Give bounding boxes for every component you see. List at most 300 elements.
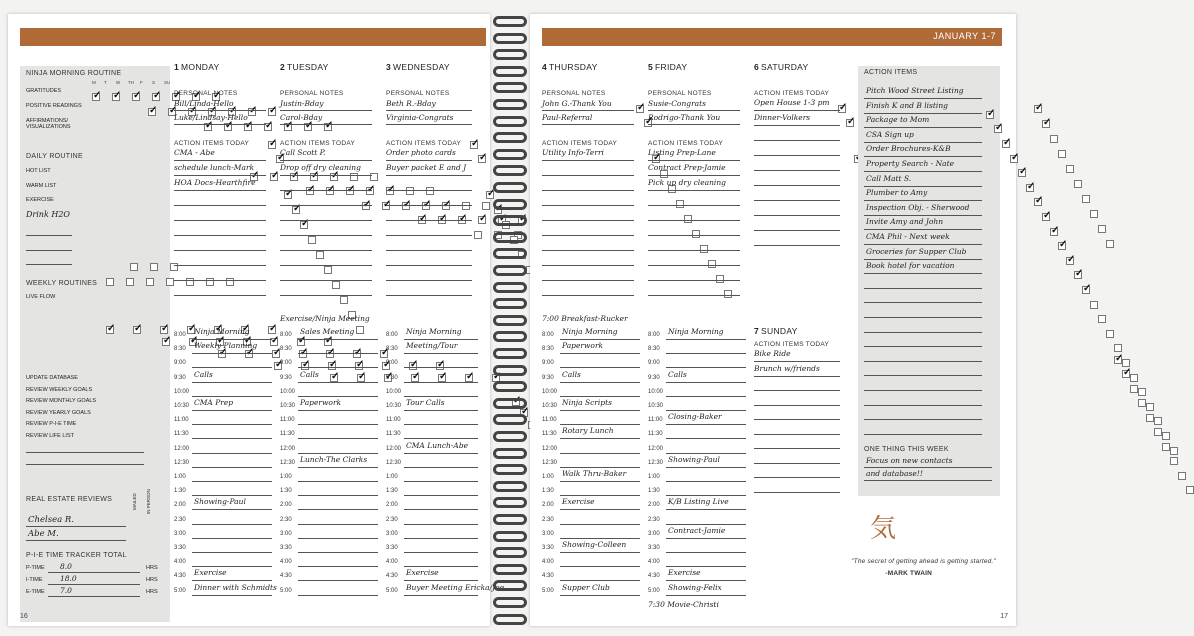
checkbox[interactable] <box>1058 150 1066 158</box>
routine-label: HOT LIST <box>26 168 51 174</box>
writing-line <box>648 110 740 111</box>
spiral-coil <box>493 116 527 127</box>
writing-line <box>666 481 746 482</box>
schedule-entry: Lunch-The Clarks <box>300 454 368 464</box>
checkbox[interactable] <box>1074 271 1082 279</box>
checkbox[interactable] <box>1066 257 1074 265</box>
writing-line <box>48 584 140 585</box>
day-letter: TH <box>128 80 134 85</box>
checkbox[interactable] <box>292 206 300 214</box>
checkbox[interactable] <box>1010 155 1018 163</box>
checkbox[interactable] <box>350 173 358 181</box>
writing-line <box>174 205 266 206</box>
writing-line <box>404 424 478 425</box>
writing-line <box>864 259 982 260</box>
note-text: Luke/Lindsay-Hello <box>174 113 248 122</box>
action-item-text: Order Brochures-K&B <box>866 144 951 154</box>
day-letter: T <box>104 80 107 85</box>
checkbox[interactable] <box>300 221 308 229</box>
checkbox[interactable] <box>301 362 309 370</box>
checkbox[interactable] <box>150 263 158 271</box>
checkbox[interactable] <box>146 278 154 286</box>
writing-line <box>648 265 740 266</box>
checkbox[interactable] <box>716 275 724 283</box>
writing-line <box>26 264 72 265</box>
checkbox[interactable] <box>1042 120 1050 128</box>
checkbox[interactable] <box>1114 344 1122 352</box>
checkbox[interactable] <box>248 108 256 116</box>
writing-line <box>666 552 746 553</box>
time-slot: 12:00 <box>542 445 558 452</box>
personal-notes-label: PERSONAL NOTES <box>280 90 344 97</box>
checkbox[interactable] <box>133 326 141 334</box>
checkbox[interactable] <box>1082 286 1090 294</box>
time-slot: 3:30 <box>648 545 660 551</box>
writing-line <box>26 464 144 465</box>
day-name: FRIDAY <box>655 62 688 72</box>
writing-line <box>666 595 746 596</box>
writing-line <box>192 538 272 539</box>
writing-line <box>192 509 272 510</box>
writing-line <box>280 220 372 221</box>
time-slot: 8:30 <box>174 346 186 353</box>
checkbox[interactable] <box>332 281 340 289</box>
schedule-entry: Ninja Morning <box>668 327 724 336</box>
writing-line <box>754 390 840 391</box>
time-slot: 5:00 <box>648 587 660 594</box>
checkbox[interactable] <box>684 215 692 223</box>
checkbox[interactable] <box>1074 180 1082 188</box>
schedule-entry: 7:00 Breakfast-Rucker <box>542 314 628 323</box>
writing-line <box>192 339 272 340</box>
writing-line <box>648 205 740 206</box>
time-slot: 11:30 <box>386 431 401 438</box>
col-mailed: MAILED <box>132 493 137 510</box>
checkbox[interactable] <box>986 111 994 119</box>
routine-label: Drink H2O <box>26 209 70 219</box>
checkbox[interactable] <box>700 245 708 253</box>
checkbox[interactable] <box>306 187 314 195</box>
checkbox[interactable] <box>1162 443 1170 451</box>
checkbox[interactable] <box>106 326 114 334</box>
time-slot: 1:00 <box>280 474 292 480</box>
checkbox[interactable] <box>366 187 374 195</box>
col-in-person: IN PERSON <box>146 489 151 514</box>
personal-notes-label: PERSONAL NOTES <box>648 90 712 97</box>
checkbox[interactable] <box>1042 213 1050 221</box>
checkbox[interactable] <box>357 374 365 382</box>
spiral-binding <box>490 10 530 630</box>
time-slot: 4:30 <box>280 573 292 580</box>
time-slot: 9:30 <box>542 374 554 381</box>
checkbox[interactable] <box>1162 432 1170 440</box>
checkbox[interactable] <box>478 155 486 163</box>
checkbox[interactable] <box>1058 242 1066 250</box>
checkbox[interactable] <box>1146 403 1154 411</box>
checkbox[interactable] <box>676 200 684 208</box>
schedule-entry: Showing-Paul <box>668 454 720 464</box>
time-slot: 4:00 <box>542 559 554 566</box>
checkbox[interactable] <box>724 290 732 298</box>
time-slot: 8:00 <box>386 332 398 338</box>
checkbox[interactable] <box>1002 140 1010 148</box>
checkbox[interactable] <box>1026 184 1034 192</box>
checkbox[interactable] <box>692 230 700 238</box>
checkbox[interactable] <box>130 263 138 271</box>
spiral-coil <box>493 248 527 259</box>
writing-line <box>174 265 266 266</box>
spiral-coil <box>493 265 527 276</box>
writing-line <box>648 220 740 221</box>
checkbox[interactable] <box>106 278 114 286</box>
writing-line <box>404 509 478 510</box>
day-heading <box>174 62 220 72</box>
weekly-item-label: REVIEW YEARLY GOALS <box>26 409 91 416</box>
time-slot: 9:00 <box>386 360 398 367</box>
spiral-coil <box>493 16 527 27</box>
writing-line <box>174 175 266 176</box>
writing-line <box>298 552 378 553</box>
writing-line <box>542 295 634 296</box>
checkbox[interactable] <box>1098 225 1106 233</box>
writing-line <box>666 438 746 439</box>
checkbox[interactable] <box>112 93 120 101</box>
checkbox[interactable] <box>438 374 446 382</box>
writing-line <box>404 580 478 581</box>
checkbox[interactable] <box>308 236 316 244</box>
checkbox[interactable] <box>152 93 160 101</box>
schedule-entry: Meeting/Tour <box>406 341 458 351</box>
routine-label: GRATITUDES <box>26 88 62 94</box>
checkbox[interactable] <box>268 326 276 334</box>
writing-line <box>298 453 378 454</box>
checkbox[interactable] <box>474 231 482 239</box>
writing-line <box>404 481 478 482</box>
checkbox[interactable] <box>1034 198 1042 206</box>
action-item-text: Order photo cards <box>386 148 456 157</box>
schedule-entry: Tour Calls <box>406 398 445 407</box>
schedule-entry: Dinner with Schmidts <box>194 582 277 592</box>
action-items-today-label: ACTION ITEMS TODAY <box>754 90 830 97</box>
time-slot: 4:30 <box>648 573 660 580</box>
writing-line <box>754 376 840 377</box>
checkbox[interactable] <box>478 216 486 224</box>
checkbox[interactable] <box>636 105 644 113</box>
checkbox[interactable] <box>330 374 338 382</box>
checkbox[interactable] <box>1018 169 1026 177</box>
writing-line <box>560 509 640 510</box>
pie-tracker-title: P-I-E TIME TRACKER TOTAL <box>26 552 127 559</box>
writing-line <box>864 361 982 362</box>
time-slot: 3:30 <box>386 545 398 551</box>
checkbox[interactable] <box>148 108 156 116</box>
writing-line <box>174 220 266 221</box>
writing-line <box>754 230 840 231</box>
checkbox[interactable] <box>1098 315 1106 323</box>
writing-line <box>864 186 982 187</box>
writing-line <box>666 566 746 567</box>
weekly-item-label: REVIEW MONTHLY GOALS <box>26 398 97 404</box>
spiral-coil <box>493 199 527 210</box>
writing-line <box>754 215 840 216</box>
writing-line <box>174 190 266 191</box>
time-slot: 4:00 <box>386 559 398 566</box>
checkbox[interactable] <box>436 362 444 370</box>
checkbox[interactable] <box>1138 388 1146 396</box>
writing-line <box>280 160 372 161</box>
time-slot: 1:00 <box>386 474 398 480</box>
time-slot: 10:30 <box>542 403 558 409</box>
checkbox[interactable] <box>1146 414 1154 422</box>
writing-line <box>404 438 478 439</box>
writing-line <box>666 538 746 539</box>
writing-line <box>864 229 982 230</box>
spiral-coil <box>493 165 527 176</box>
writing-line <box>192 438 272 439</box>
writing-line <box>648 160 740 161</box>
time-slot: 2:30 <box>174 516 186 523</box>
writing-line <box>386 175 472 176</box>
checkbox[interactable] <box>994 125 1002 133</box>
day-number: 2 <box>280 62 286 72</box>
action-items-today-label: ACTION ITEMS TODAY <box>280 140 356 147</box>
writing-line <box>174 250 266 251</box>
writing-line <box>280 265 372 266</box>
spiral-coil <box>493 497 527 508</box>
writing-line <box>192 367 272 368</box>
checkbox[interactable] <box>340 296 348 304</box>
writing-line <box>192 382 272 383</box>
checkbox[interactable] <box>1122 359 1130 367</box>
writing-line <box>542 110 634 111</box>
action-item-text: CMA - Abe <box>174 148 215 157</box>
checkbox[interactable] <box>465 374 473 382</box>
checkbox[interactable] <box>316 251 324 259</box>
action-item-text: Brunch w/friends <box>754 363 820 373</box>
writing-line <box>864 171 982 172</box>
checkbox[interactable] <box>330 173 338 181</box>
checkbox[interactable] <box>290 173 298 181</box>
note-text: Beth R.-Bday <box>386 99 436 108</box>
spiral-coil <box>493 348 527 359</box>
writing-line <box>192 353 272 354</box>
time-slot: 3:00 <box>174 530 186 537</box>
schedule-entry: Ninja Scripts <box>562 398 612 407</box>
weekly-item-label: UPDATE DATABASE <box>26 375 78 381</box>
time-slot: 9:30 <box>386 374 398 381</box>
action-item-text: Dinner-Volkers <box>754 113 811 122</box>
day-heading <box>280 62 329 72</box>
time-slot: 9:30 <box>174 374 186 381</box>
checkbox[interactable] <box>1106 330 1114 338</box>
action-item-text: Utility Info-Terri <box>542 148 604 157</box>
personal-notes-label: PERSONAL NOTES <box>386 90 450 97</box>
checkbox[interactable] <box>1090 301 1098 309</box>
writing-line <box>754 155 840 156</box>
checkbox[interactable] <box>270 173 278 181</box>
checkbox[interactable] <box>166 278 174 286</box>
checkbox[interactable] <box>1170 447 1178 455</box>
writing-line <box>192 453 272 454</box>
checkbox[interactable] <box>1066 165 1074 173</box>
writing-line <box>542 235 634 236</box>
checkbox[interactable] <box>268 108 276 116</box>
checkbox[interactable] <box>206 278 214 286</box>
checkbox[interactable] <box>1050 135 1058 143</box>
checkbox[interactable] <box>1034 105 1042 113</box>
checkbox[interactable] <box>1154 428 1162 436</box>
checkbox[interactable] <box>1130 374 1138 382</box>
checkbox[interactable] <box>846 119 854 127</box>
day-number: 3 <box>386 62 392 72</box>
routine-label: POSITIVE READINGS <box>26 103 82 109</box>
note-text: Bill/Linda-Hello <box>174 99 234 108</box>
day-number: 1 <box>174 62 180 72</box>
checkbox[interactable] <box>370 173 378 181</box>
checkbox[interactable] <box>708 260 716 268</box>
action-item-text: Book hotel for vacation <box>866 261 955 271</box>
checkbox[interactable] <box>838 105 846 113</box>
writing-line <box>280 235 372 236</box>
pie-value: 7.0 <box>60 586 72 595</box>
time-slot: 2:00 <box>280 502 292 509</box>
writing-line <box>192 396 272 397</box>
weekly-item-label: REVIEW LIFE LIST <box>26 432 74 439</box>
time-slot: 3:00 <box>386 530 398 537</box>
schedule-entry: Weekly Planning <box>194 341 258 351</box>
date-range: JANUARY 1-7 <box>933 31 996 41</box>
checkbox[interactable] <box>326 187 334 195</box>
checkbox[interactable] <box>1178 472 1186 480</box>
checkbox[interactable] <box>328 362 336 370</box>
action-items-today-label: ACTION ITEMS TODAY <box>542 140 618 147</box>
checkbox[interactable] <box>1050 228 1058 236</box>
schedule-entry: 7:30 Movie-Christi <box>648 600 719 609</box>
writing-line <box>864 127 982 128</box>
time-slot: 11:30 <box>174 431 189 438</box>
action-item-text: Buyer packet E and J <box>386 163 467 172</box>
checkbox[interactable] <box>126 278 134 286</box>
writing-line <box>192 566 272 567</box>
checkbox[interactable] <box>92 93 100 101</box>
pie-value: 8.0 <box>60 562 72 571</box>
checkbox[interactable] <box>132 93 140 101</box>
checkbox[interactable] <box>1114 356 1122 364</box>
checkbox[interactable] <box>1170 457 1178 465</box>
spiral-coil <box>493 381 527 392</box>
checkbox[interactable] <box>411 374 419 382</box>
writing-line <box>386 235 472 236</box>
checkbox[interactable] <box>1082 195 1090 203</box>
action-item-text: Listing Prep-Lane <box>648 148 716 157</box>
action-items-today-label: ACTION ITEMS TODAY <box>386 140 462 147</box>
checkbox[interactable] <box>346 187 354 195</box>
writing-line <box>404 353 478 354</box>
writing-line <box>754 419 840 420</box>
checkbox[interactable] <box>409 362 417 370</box>
writing-line <box>864 98 982 99</box>
time-slot: 8:30 <box>542 346 554 353</box>
checkbox[interactable] <box>386 187 394 195</box>
checkbox[interactable] <box>162 338 170 346</box>
action-item-text: Call Scott P. <box>280 148 326 157</box>
action-item-text: CMA Phil - Next week <box>866 232 950 241</box>
checkbox[interactable] <box>1154 417 1162 425</box>
checkbox[interactable] <box>160 326 168 334</box>
note-text: John G.-Thank You <box>542 99 612 108</box>
spiral-coil <box>493 49 527 60</box>
checkbox[interactable] <box>1122 370 1130 378</box>
day-name: SATURDAY <box>761 62 809 72</box>
checkbox[interactable] <box>1106 240 1114 248</box>
day-heading <box>648 62 687 72</box>
schedule-entry: Showing-Paul <box>194 497 246 507</box>
checkbox[interactable] <box>310 173 318 181</box>
writing-line <box>280 205 372 206</box>
checkbox[interactable] <box>426 187 434 195</box>
writing-line <box>754 448 840 449</box>
checkbox[interactable] <box>1138 399 1146 407</box>
writing-line <box>192 467 272 468</box>
checkbox[interactable] <box>272 350 280 358</box>
schedule-entry: Calls <box>300 369 319 379</box>
right-page <box>530 14 1016 626</box>
action-item-text: Plumber to Amy <box>866 188 928 198</box>
checkbox[interactable] <box>406 187 414 195</box>
page-number-right: 17 <box>1000 613 1008 620</box>
time-slot: 4:00 <box>174 559 186 566</box>
writing-line <box>298 495 378 496</box>
checkbox[interactable] <box>470 141 478 149</box>
checkbox[interactable] <box>284 191 292 199</box>
spiral-coil <box>493 614 527 625</box>
writing-line <box>648 124 740 125</box>
checkbox[interactable] <box>186 278 194 286</box>
checkbox[interactable] <box>1090 210 1098 218</box>
writing-line <box>864 302 982 303</box>
writing-line <box>864 142 982 143</box>
time-slot: 1:30 <box>648 488 660 495</box>
checkbox[interactable] <box>355 362 363 370</box>
writing-line <box>754 492 840 493</box>
writing-line <box>542 124 634 125</box>
time-slot: 10:00 <box>648 388 664 395</box>
time-slot: 10:00 <box>542 388 558 395</box>
time-slot: 11:00 <box>386 417 401 424</box>
live-flow-label: LIVE FLOW <box>26 294 56 300</box>
one-thing-title: ONE THING THIS WEEK <box>864 446 949 453</box>
time-slot: 12:30 <box>280 459 296 466</box>
checkbox[interactable] <box>268 141 276 149</box>
writing-line <box>754 463 840 464</box>
checkbox[interactable] <box>356 326 364 334</box>
action-item-text: Property Search - Nate <box>866 159 955 168</box>
writing-line <box>666 410 746 411</box>
spiral-coil <box>493 282 527 293</box>
checkbox[interactable] <box>324 266 332 274</box>
time-slot: 9:30 <box>280 374 292 381</box>
writing-line <box>560 566 640 567</box>
action-item-text: Contract Prep-Jamie <box>648 163 726 172</box>
writing-line <box>174 124 266 125</box>
schedule-entry: Ninja Morning <box>562 327 618 336</box>
routine-label: AFFIRMATIONS/ VISUALIZATIONS <box>26 118 71 130</box>
checkbox[interactable] <box>482 202 490 210</box>
checkbox[interactable] <box>1130 385 1138 393</box>
checkbox[interactable] <box>226 278 234 286</box>
spiral-coil <box>493 464 527 475</box>
checkbox[interactable] <box>1186 486 1194 494</box>
